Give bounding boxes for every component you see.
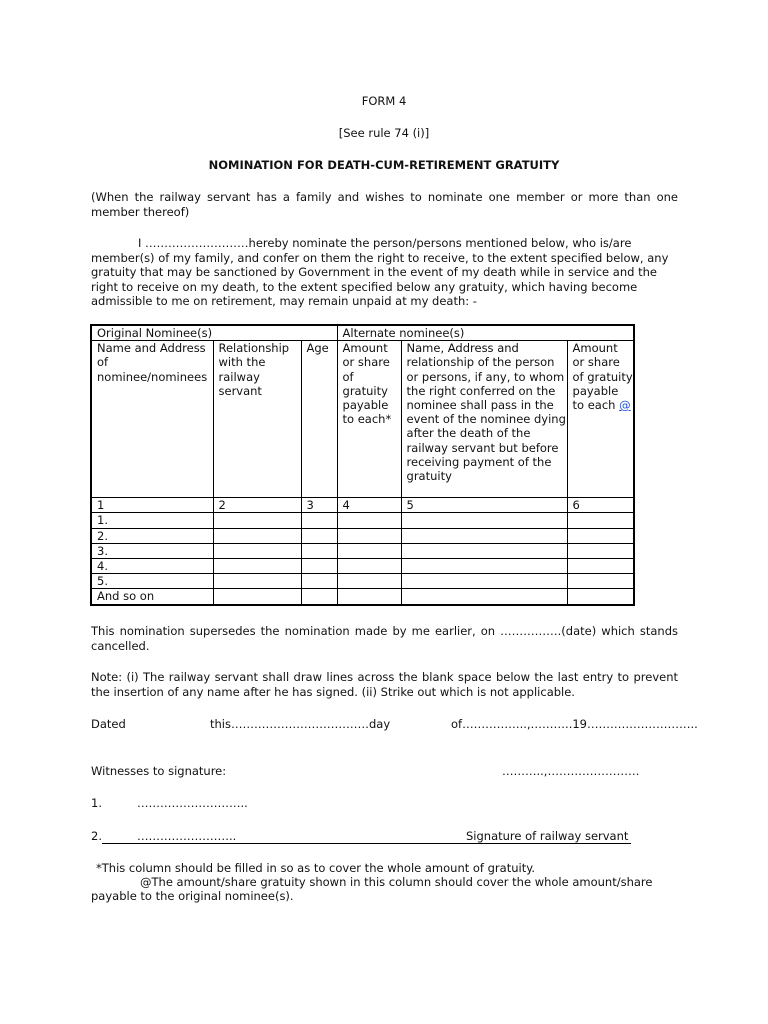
- form-title: NOMINATION FOR DEATH-CUM-RETIREMENT GRATUITY: [208, 158, 560, 172]
- table-cell: [301, 528, 337, 543]
- dated-month-year: of……………..,………..19………………………..: [451, 717, 698, 731]
- witnesses-label: Witnesses to signature:: [91, 764, 227, 778]
- table-cell: [301, 574, 337, 589]
- table-cell: [401, 528, 567, 543]
- table-cell: [401, 574, 567, 589]
- form-number: FORM 4: [361, 94, 407, 108]
- table-cell: [337, 513, 401, 528]
- column-header-alt-amount: [567, 341, 634, 498]
- group-header-original: Original Nominee(s): [91, 325, 337, 341]
- table-row: [91, 543, 634, 558]
- at-footnote-link[interactable]: @: [619, 398, 631, 413]
- signature-label: Signature of railway servant: [466, 829, 629, 843]
- group-header-alternate: Alternate nominee(s): [337, 325, 634, 341]
- table-cell: [567, 574, 634, 589]
- table-cell: [213, 589, 301, 605]
- column-number: 5: [401, 498, 567, 513]
- nominee-table: [90, 324, 635, 606]
- column-header-alternate: Name, Address and relationship of the person or persons, if any, to whom the right conferred on the nominee shall pass in the event of the nominee dying after the death of the railway servant but before receiving payment of the gratuity: [401, 341, 567, 498]
- table-cell: [337, 574, 401, 589]
- table-cell: [567, 528, 634, 543]
- row-label: And so on: [91, 589, 213, 605]
- column-number: 3: [301, 498, 337, 513]
- table-cell: [213, 559, 301, 574]
- table-row: [91, 559, 634, 574]
- column-header-amount: Amount or share of gratuity payable to each*: [337, 341, 401, 498]
- declaration-line: admissible to me on retirement, may remain unpaid at my death: -: [91, 294, 477, 308]
- declaration-line: gratuity that may be sanctioned by Government in the event of my death while in service and the: [91, 265, 657, 279]
- table-cell: [401, 543, 567, 558]
- table-cell: [301, 543, 337, 558]
- rule-reference: [See rule 74 (i)]: [338, 126, 430, 140]
- column-number: 1: [91, 498, 213, 513]
- table-cell: [337, 528, 401, 543]
- table-cell: [213, 528, 301, 543]
- table-cell: [337, 543, 401, 558]
- row-label: 2.: [91, 528, 213, 543]
- row-label: 1.: [91, 513, 213, 528]
- table-cell: [301, 559, 337, 574]
- table-cell: [567, 589, 634, 605]
- declaration-line: I ………………………hereby nominate the person/persons mentioned below, who is/are: [138, 236, 632, 250]
- witness-1-number: 1.: [91, 796, 102, 810]
- row-label: 5.: [91, 574, 213, 589]
- witnesses-dots: ………..,……………………: [502, 764, 640, 778]
- table-cell: [401, 559, 567, 574]
- table-cell: [401, 513, 567, 528]
- table-cell: [401, 589, 567, 605]
- note-text: Note: (i) The railway servant shall draw lines across the blank space below the last entry to prevent the insertion of any name after he has signed. (ii) Strike out which is not applicable.: [91, 670, 678, 699]
- column-number: 4: [337, 498, 401, 513]
- column-number: 6: [567, 498, 634, 513]
- row-label: 3.: [91, 543, 213, 558]
- table-row: [91, 589, 634, 605]
- table-cell: [301, 589, 337, 605]
- table-cell: [337, 559, 401, 574]
- table-cell: [213, 543, 301, 558]
- column-header-alt-amount-text: Amount or share of gratuity payable to each: [572, 341, 633, 413]
- table-row: [91, 513, 634, 528]
- table-cell: [567, 543, 634, 558]
- column-number-row: [91, 498, 634, 513]
- footnote-star: *This column should be filled in so as to cover the whole amount of gratuity.: [96, 861, 536, 875]
- table-cell: [213, 513, 301, 528]
- table-cell: [567, 559, 634, 574]
- table-cell: [337, 589, 401, 605]
- row-label: 4.: [91, 559, 213, 574]
- column-number: 2: [213, 498, 301, 513]
- table-row: [91, 528, 634, 543]
- column-header-relationship: Relationship with the railway servant: [213, 341, 301, 498]
- footnote-at-line: payable to the original nominee(s).: [91, 889, 294, 903]
- witness-2-dots: ……………………..: [137, 829, 237, 843]
- footnote-at-line: @The amount/share gratuity shown in this column should cover the whole amount/share: [140, 875, 653, 889]
- intro-note: (When the railway servant has a family and wishes to nominate one member or more than one member thereof): [91, 190, 678, 219]
- table-cell: [301, 513, 337, 528]
- column-header-age: Age: [301, 341, 337, 498]
- witness-1-dots: ………………………..: [137, 796, 248, 810]
- dated-day: this………………………………day: [210, 717, 391, 731]
- witness-2-number: 2.: [91, 829, 102, 843]
- table-cell: [213, 574, 301, 589]
- declaration: [91, 236, 691, 309]
- table-row: [91, 574, 634, 589]
- supersedes-text: This nomination supersedes the nomination made by me earlier, on …………….(date) which stands cancelled.: [91, 624, 678, 653]
- dated-label: Dated: [91, 717, 126, 731]
- declaration-line: right to receive on my death, to the extent specified below any gratuity, which having become: [91, 279, 638, 294]
- declaration-line: member(s) of my family, and confer on them the right to receive, to the extent specified below, any: [91, 250, 669, 265]
- table-cell: [567, 513, 634, 528]
- column-header-name: Name and Address of nominee/nominees: [91, 341, 213, 498]
